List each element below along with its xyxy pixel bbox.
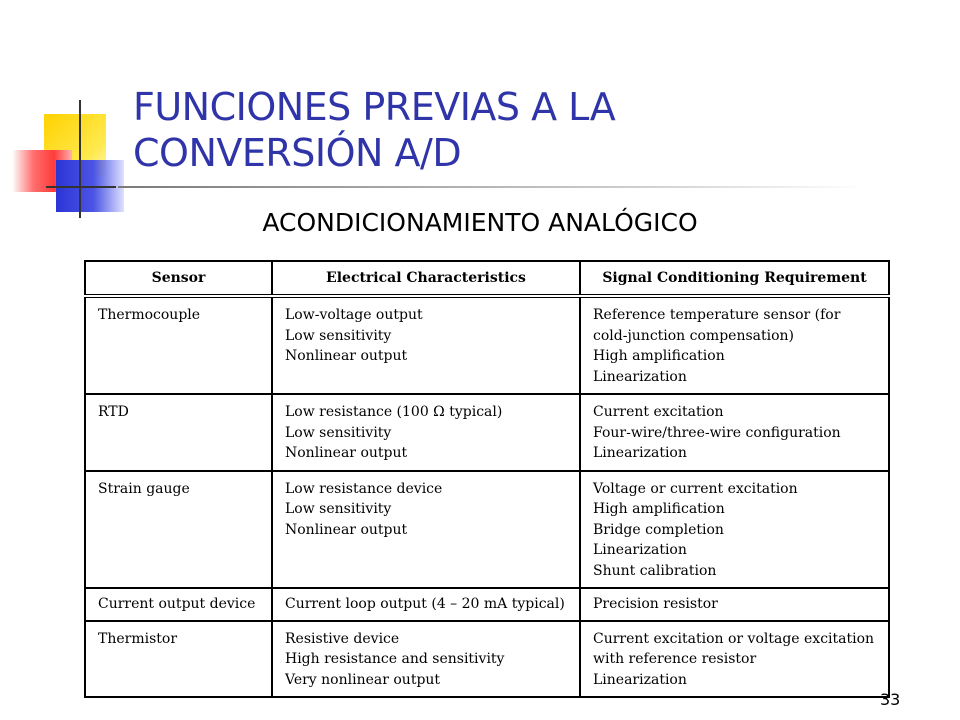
electrical-line: Low sensitivity [285, 327, 392, 344]
electrical-line: Low sensitivity [285, 424, 392, 441]
decorative-corner-graphic [0, 0, 140, 230]
conditioning-line: High amplification [593, 348, 725, 364]
conditioning-line: Shunt calibration [593, 562, 717, 579]
sensor-name: Strain gauge [98, 480, 190, 497]
table-header-row [85, 261, 889, 296]
conditioning-line: Voltage or current excitation [593, 480, 798, 497]
conditioning-line: Linearization [593, 542, 687, 558]
conditioning-line: with reference resistor [593, 651, 757, 667]
electrical-line: Nonlinear output [285, 445, 408, 461]
electrical-cell [272, 621, 580, 698]
conditioning-line: Linearization [593, 671, 687, 688]
title-underline [118, 186, 866, 188]
vertical-line-decoration [79, 100, 81, 218]
conditioning-line: Current excitation [593, 404, 724, 420]
electrical-line: Low resistance (100 Ω typical) [285, 404, 503, 420]
conditioning-cell [580, 588, 889, 621]
conditioning-line: Current excitation or voltage excitation [593, 630, 875, 647]
table-row [85, 296, 889, 394]
horizontal-line-decoration [46, 186, 116, 188]
electrical-cell [272, 471, 580, 589]
conditioning-cell [580, 621, 889, 698]
electrical-line: Nonlinear output [285, 348, 408, 364]
sensor-name: Thermistor [98, 630, 178, 647]
conditioning-cell [580, 296, 889, 394]
electrical-cell [272, 588, 580, 621]
conditioning-line: Reference temperature sensor (for [593, 307, 841, 323]
electrical-line: Low resistance device [285, 480, 443, 497]
sensor-cell [85, 621, 272, 698]
electrical-cell [272, 296, 580, 394]
conditioning-line: Four-wire/three-wire configuration [593, 424, 841, 441]
slide-subtitle: ACONDICIONAMIENTO ANALÓGICO [262, 208, 698, 237]
sensor-cell [85, 588, 272, 621]
page-number: 33 [880, 690, 901, 709]
table-row [85, 621, 889, 698]
electrical-line: Low sensitivity [285, 501, 392, 517]
header-sensor: Sensor [85, 261, 272, 296]
slide-title-line-1: FUNCIONES PREVIAS A LA [133, 85, 616, 129]
sensor-cell [85, 471, 272, 589]
electrical-line: Very nonlinear output [285, 671, 441, 688]
sensor-name: Thermocouple [98, 307, 201, 323]
sensor-conditioning-table [84, 260, 890, 698]
sensor-cell [85, 394, 272, 471]
table-row [85, 588, 889, 621]
header-signal-conditioning: Signal Conditioning Requirement [580, 261, 889, 296]
electrical-line: Nonlinear output [285, 521, 408, 538]
slide-title [133, 84, 833, 176]
header-electrical-characteristics: Electrical Characteristics [272, 261, 580, 296]
sensor-table-container [84, 260, 888, 698]
conditioning-line: Linearization [593, 368, 687, 385]
conditioning-line: Precision resistor [593, 596, 718, 612]
conditioning-line: cold-junction compensation) [593, 327, 795, 344]
electrical-line: Resistive device [285, 630, 400, 647]
electrical-cell [272, 394, 580, 471]
electrical-line: Current loop output (4 – 20 mA typical) [285, 596, 565, 612]
slide-title-line-2: CONVERSIÓN A/D [133, 131, 462, 175]
sensor-cell [85, 296, 272, 394]
sensor-name: RTD [98, 404, 129, 420]
electrical-line: High resistance and sensitivity [285, 651, 505, 667]
table-row [85, 394, 889, 471]
conditioning-cell [580, 471, 889, 589]
sensor-name: Current output device [98, 596, 256, 612]
conditioning-line: High amplification [593, 501, 725, 517]
conditioning-line: Linearization [593, 445, 687, 461]
electrical-line: Low-voltage output [285, 307, 423, 323]
table-row [85, 471, 889, 589]
conditioning-cell [580, 394, 889, 471]
conditioning-line: Bridge completion [593, 521, 724, 538]
